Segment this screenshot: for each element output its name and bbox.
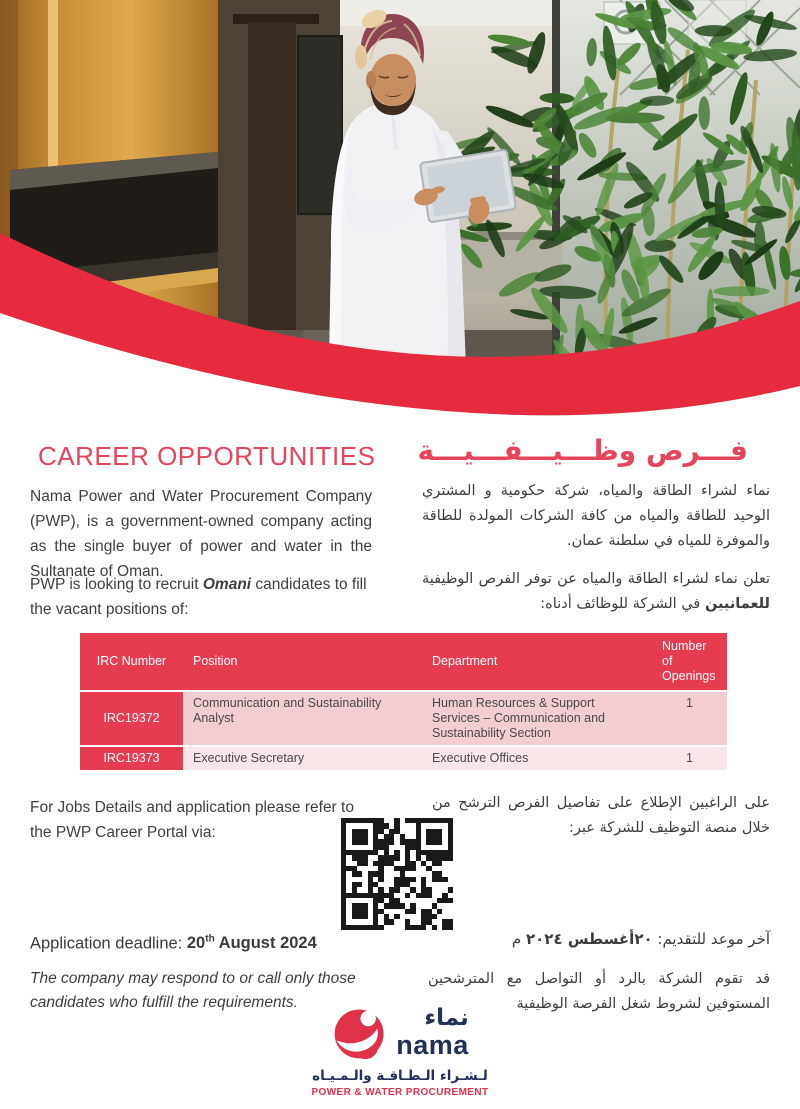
portal-text-english: For Jobs Details and application please refer to the PWP Career Portal via: (30, 798, 354, 841)
cell-department: Executive Offices (422, 746, 652, 771)
tablet (420, 149, 516, 222)
nama-logo (0, 1004, 800, 1098)
deadline-english (30, 934, 317, 954)
qr-module (442, 877, 447, 882)
intro-paragraph-english: Nama Power and Water Procurement Company (PWP), is a government-owned company acting as the single buyer of power and water in the Sultanate of Oman. (30, 487, 372, 580)
deadline-day: 20 (186, 934, 206, 952)
recruit-paragraph-english (30, 572, 372, 622)
qr-module (357, 871, 362, 876)
vacancies-table-wrap (80, 633, 727, 772)
hero-photo (0, 0, 800, 420)
recruit-ar-pre: تعلن نماء لشراء الطاقة والمياه عن توفر الفرص الوظيفية (422, 570, 770, 587)
recruit-omani-bold: Omani (202, 575, 252, 593)
cell-openings: 1 (652, 746, 727, 771)
qr-module (394, 914, 399, 919)
qr-module (437, 861, 442, 866)
qr-module (421, 925, 426, 930)
deadline-date-ar: ٢٠أغسطس ٢٠٢٤ (525, 930, 653, 948)
logo-tagline-english: POWER & WATER PROCUREMENT (311, 1087, 489, 1098)
qr-module (362, 861, 367, 866)
qr-module (448, 898, 453, 903)
cell-position: Communication and Sustainability Analyst (183, 691, 422, 746)
logo-latin-wordmark: nama (396, 1030, 469, 1060)
qr-module (410, 877, 415, 882)
qr-module (410, 909, 415, 914)
cell-department: Human Resources & Support Services – Communication and Sustainability Section (422, 691, 652, 746)
qr-module (394, 855, 399, 860)
nama-logo-mark (331, 1004, 389, 1062)
table-row (80, 691, 727, 746)
recruit-ar-bold: للعمانيين (704, 595, 770, 612)
deadline-month-year: August 2024 (214, 934, 317, 952)
recruit-paragraph-arabic (422, 567, 770, 617)
cell-position: Executive Secretary (183, 746, 422, 771)
cell-irc-number: IRC19372 (80, 691, 183, 746)
deadline-label-en: Application deadline: (30, 934, 187, 952)
column-header-1: Position (183, 633, 422, 691)
column-header-3: Number of Openings (652, 633, 727, 691)
vacancies-table-body (80, 691, 727, 771)
qr-module (432, 925, 437, 930)
qr-module (362, 839, 367, 844)
logo-arabic-wordmark: نماء (424, 1005, 469, 1031)
intro-paragraph-arabic: نماء لشراء الطاقة والمياه، شركة حكومية و المشتري الوحيد للطاقة والمياه من كافة الشركات المولدة للطاقة والموفرة للمياه في سلطنة عمان. (422, 482, 770, 549)
deadline-arabic (512, 930, 770, 948)
qr-module (432, 914, 437, 919)
deadline-era-ar: م (511, 930, 526, 948)
logo-tagline-arabic: لـشـراء الـطـاقـة والـمـيـاه (312, 1068, 488, 1084)
cell-irc-number: IRC19373 (80, 746, 183, 771)
deadline-label-ar: آخر موعد للتقديم: (652, 930, 770, 948)
note-arabic: قد تقوم الشركة بالرد أو التواصل مع المترشحين المستوفين لشروط شغل الفرصة الوظيفية (428, 970, 770, 1012)
qr-module (394, 887, 399, 892)
qr-module (426, 893, 431, 898)
hero-photo-illustration (0, 0, 800, 420)
qr-module (437, 909, 442, 914)
table-header-row (80, 633, 727, 691)
cell-openings: 1 (652, 691, 727, 746)
qr-module (362, 914, 367, 919)
qr-module (389, 919, 394, 924)
vacancies-table (80, 633, 727, 772)
heading-arabic: فـــرص وظـــيـــفـــيـــة (417, 433, 748, 467)
nama-logo-top (0, 1004, 800, 1062)
column-header-2: Department (422, 633, 652, 691)
heading-english: CAREER OPPORTUNITIES (38, 441, 376, 472)
table-row (80, 746, 727, 771)
qr-module (378, 925, 383, 930)
recruit-ar-post: في الشركة للوظائف أدناه: (540, 595, 705, 612)
deadline-ordinal-suffix: th (205, 933, 215, 945)
qr-module (405, 893, 410, 898)
qr-module (448, 855, 453, 860)
nama-logo-words (396, 1007, 469, 1059)
column-header-0: IRC Number (80, 633, 183, 691)
portal-text-arabic: على الراغبين الإطلاع على تفاصيل الفرص الترشح من خلال منصة التوظيف للشركة عبر: (432, 794, 770, 836)
note-english: The company may respond to or call only those candidates who fulfill the requirements. (30, 969, 356, 1011)
qr-code (339, 816, 455, 932)
qr-module (389, 839, 394, 844)
recruit-text-post: candidates to fill the vacant positions of: (30, 575, 367, 618)
qr-module (410, 866, 415, 871)
qr-module (448, 925, 453, 930)
qr-module (378, 877, 383, 882)
man-face (370, 54, 416, 106)
qr-module (437, 839, 442, 844)
qr-module (448, 887, 453, 892)
qr-module (357, 882, 362, 887)
recruit-text-pre: PWP is looking to recruit (30, 575, 203, 593)
